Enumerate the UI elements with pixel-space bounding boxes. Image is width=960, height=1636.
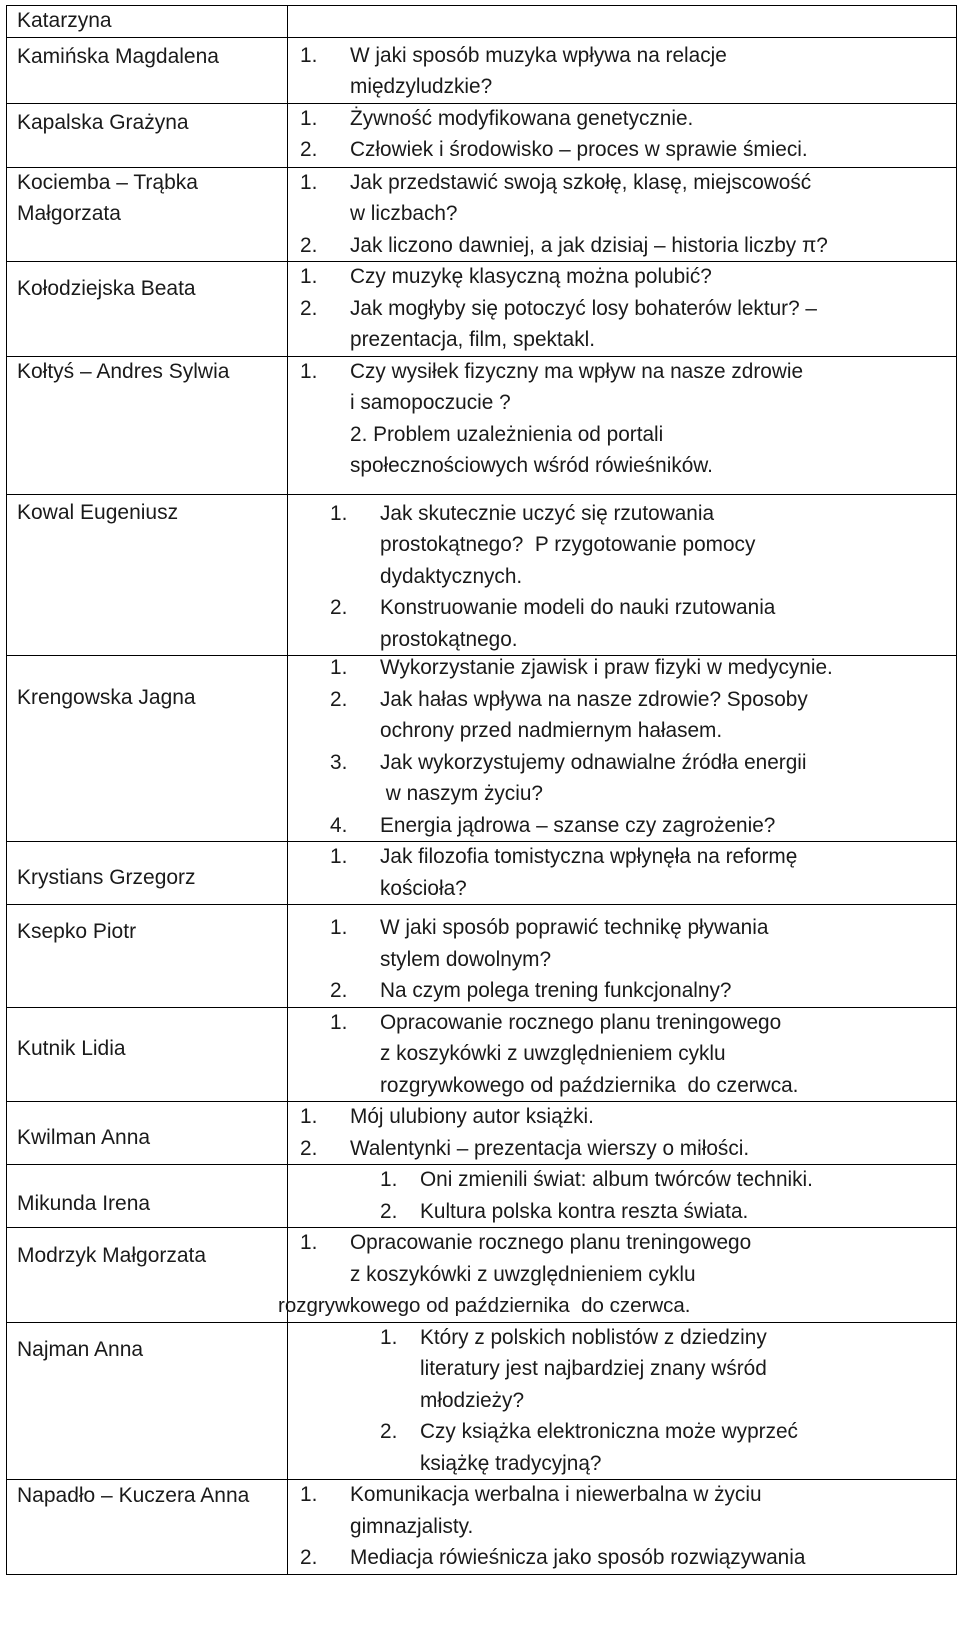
topics-cell <box>288 1007 957 1102</box>
topic-number: 2. <box>300 296 318 320</box>
teacher-name: Kamińska Magdalena <box>17 44 219 68</box>
topic-line <box>288 419 956 451</box>
teacher-name: Ksepko Piotr <box>17 920 137 943</box>
topic-text: Czy muzykę klasyczną można polubić? <box>350 265 712 288</box>
topic-number: 3. <box>330 750 348 774</box>
topics-cell <box>288 262 957 357</box>
teacher-name: Kwilman Anna <box>17 1126 151 1149</box>
teacher-name-cell <box>7 494 288 656</box>
topic-text: Mój ulubiony autor książki. <box>350 1105 594 1128</box>
topic-text: społecznościowych wśród rówieśników. <box>350 454 713 477</box>
table-row <box>7 103 957 167</box>
topic-line <box>288 356 956 388</box>
topic-number: 1. <box>300 43 318 67</box>
teacher-name: Najman Anna <box>17 1337 144 1361</box>
topic-line <box>288 652 956 684</box>
topic-text: W jaki sposób poprawić technikę pływania <box>380 916 769 939</box>
topic-line <box>288 1511 956 1543</box>
table-row <box>7 905 957 1008</box>
topic-text: z koszykówki z uwzględnieniem cyklu <box>350 1262 696 1286</box>
topic-line <box>288 944 956 976</box>
topic-number: 1. <box>330 656 348 679</box>
topic-line <box>288 1416 956 1448</box>
topic-text: Jak przedstawić swoją szkołę, klasę, miejscowość <box>350 170 812 194</box>
topic-number: 2. <box>330 979 348 1002</box>
topic-text: gimnazjalisty. <box>350 1514 474 1538</box>
topic-number: 1. <box>300 265 318 288</box>
topic-text: Na czym polega trening funkcjonalny? <box>380 979 732 1002</box>
teacher-name-cell <box>7 842 288 905</box>
topic-text: dydaktycznych. <box>380 564 523 588</box>
teacher-name-cell <box>7 262 288 357</box>
topic-text: stylem dowolnym? <box>380 947 552 971</box>
topic-line <box>288 1007 956 1039</box>
topic-line <box>288 1070 956 1102</box>
topic-line <box>278 1290 956 1322</box>
teacher-name-cell <box>7 905 288 1008</box>
topic-text: Oni zmienili świat: album twórców techniki. <box>420 1168 813 1191</box>
table-row <box>7 656 957 842</box>
topic-number: 1. <box>380 1325 398 1349</box>
teacher-name-cell <box>7 356 288 494</box>
topics-cell <box>288 1102 957 1165</box>
topic-line <box>288 450 956 482</box>
topics-cell <box>288 103 957 167</box>
topic-line <box>288 40 956 72</box>
topic-line <box>288 778 956 810</box>
teacher-name-cell <box>7 1165 288 1228</box>
teacher-name: Kutnik Lidia <box>17 1036 126 1060</box>
topics-cell <box>288 37 957 103</box>
teacher-name-cell <box>7 1322 288 1480</box>
table-body <box>7 6 957 1575</box>
teacher-name: Krystians Grzegorz <box>17 866 196 889</box>
topic-line <box>288 1133 956 1165</box>
topics-cell <box>288 6 957 38</box>
topic-number: 2. <box>330 596 348 619</box>
teacher-name-cell <box>7 103 288 167</box>
topic-text: Człowiek i środowisko – proces w sprawie śmieci. <box>350 138 808 161</box>
topic-text: w liczbach? <box>350 202 458 225</box>
teacher-name-cell <box>7 1007 288 1102</box>
topic-text: kościoła? <box>380 876 467 900</box>
topics-cell <box>288 656 957 842</box>
topic-text: młodzieży? <box>420 1388 525 1412</box>
topic-text: Kultura polska kontra reszta świata. <box>420 1199 749 1223</box>
teacher-name: Kowal Eugeniusz <box>17 500 179 524</box>
teacher-name: Małgorzata <box>17 202 121 225</box>
topic-number: 2. <box>380 1420 398 1443</box>
topic-line <box>288 198 956 230</box>
topic-number: 2. <box>300 138 318 161</box>
topic-text: Energia jądrowa – szanse czy zagrożenie? <box>380 813 776 837</box>
topic-number: 2. <box>330 687 348 711</box>
topic-text: prezentacja, film, spektakl. <box>350 328 596 351</box>
topics-cell <box>288 905 957 1008</box>
teachers-topics-table <box>6 5 957 1575</box>
document-page <box>6 5 956 1631</box>
table-row <box>7 1102 957 1165</box>
table-row <box>7 1007 957 1102</box>
topic-text: międzyludzkie? <box>350 75 493 98</box>
topic-number: 1. <box>300 106 318 130</box>
topic-number: 2. <box>300 1546 318 1569</box>
topic-text: rozgrywkowego od października do czerwca. <box>380 1073 799 1097</box>
topic-text: Który z polskich noblistów z dziedziny <box>420 1325 767 1349</box>
topic-text: Jak skutecznie uczyć się rzutowania <box>380 501 715 525</box>
topic-number: 1. <box>300 1105 318 1128</box>
topic-text: prostokątnego? P rzygotowanie pomocy <box>380 533 756 556</box>
topic-line <box>288 1353 956 1385</box>
teacher-name-cell <box>7 6 288 38</box>
topic-text: 2. Problem uzależnienia od portali <box>350 422 664 446</box>
topic-text: książkę tradycyjną? <box>420 1451 602 1475</box>
topic-number: 1. <box>330 1010 348 1034</box>
topic-text: Walentynki – prezentacja wierszy o miłości. <box>350 1136 750 1160</box>
table-row <box>7 494 957 656</box>
topic-line <box>288 498 956 530</box>
teacher-name-cell <box>7 1228 288 1323</box>
topic-line <box>288 715 956 747</box>
topic-text: i samopoczucie ? <box>350 391 511 414</box>
teacher-name: Kołodziejska Beata <box>17 277 196 300</box>
topic-line <box>288 324 956 356</box>
topic-line <box>288 1196 956 1228</box>
topic-text: Opracowanie rocznego planu treningowego <box>350 1231 752 1254</box>
topic-text: Jak mogłyby się potoczyć losy bohaterów lektur? – <box>350 296 817 320</box>
topic-text: Komunikacja werbalna i niewerbalna w życiu <box>350 1483 762 1506</box>
teacher-name: Modrzyk Małgorzata <box>17 1244 207 1267</box>
topic-number: 1. <box>330 916 348 939</box>
table-row <box>7 1480 957 1575</box>
topic-number: 2. <box>380 1199 398 1223</box>
topic-text: ochrony przed nadmiernym hałasem. <box>380 719 723 742</box>
topic-text: Jak wykorzystujemy odnawialne źródła energii <box>380 750 807 774</box>
topic-text: Czy wysiłek fizyczny ma wpływ na nasze zdrowie <box>350 359 804 383</box>
teacher-name: Kołtyś – Andres Sylwia <box>17 359 230 383</box>
topic-line <box>288 1322 956 1354</box>
teacher-name-cell <box>7 1102 288 1165</box>
topic-line <box>288 261 956 293</box>
topic-line <box>288 1385 956 1417</box>
topic-line <box>288 167 956 199</box>
topic-line <box>288 561 956 593</box>
topic-line <box>288 810 956 842</box>
topic-line <box>288 624 956 656</box>
topic-line <box>288 1101 956 1133</box>
topic-line <box>288 134 956 166</box>
teacher-name-cell <box>7 37 288 103</box>
topic-text: literatury jest najbardziej znany wśród <box>420 1357 767 1380</box>
topics-cell <box>278 1228 957 1323</box>
topic-line <box>288 592 956 624</box>
topic-number: 1. <box>330 845 348 868</box>
topic-line <box>288 1479 956 1511</box>
topics-cell <box>288 167 957 262</box>
topic-text: Opracowanie rocznego planu treningowego <box>380 1010 782 1034</box>
topic-line <box>288 71 956 103</box>
topic-text: W jaki sposób muzyka wpływa na relacje <box>350 43 727 67</box>
topics-cell <box>288 1165 957 1228</box>
topics-cell <box>288 842 957 905</box>
topics-cell <box>288 1480 957 1575</box>
topic-line <box>288 684 956 716</box>
topic-number: 4. <box>330 813 348 837</box>
topic-line <box>288 912 956 944</box>
topic-text: rozgrywkowego od października do czerwca. <box>278 1294 691 1317</box>
topic-text: Jak liczono dawniej, a jak dzisiaj – historia liczby π? <box>350 233 828 257</box>
topic-line <box>288 103 956 135</box>
teacher-name: Krengowska Jagna <box>17 686 196 709</box>
topic-line <box>288 387 956 419</box>
topic-line <box>288 1164 956 1196</box>
topic-line <box>288 1542 956 1574</box>
table-row <box>7 1228 957 1323</box>
teacher-name: Katarzyna <box>17 9 112 32</box>
table-row <box>7 1322 957 1480</box>
topic-line <box>288 873 956 905</box>
topic-line <box>288 1227 956 1259</box>
topic-number: 2. <box>300 1136 318 1160</box>
teacher-name: Kociemba – Trąbka <box>17 170 198 194</box>
topic-text: Jak hałas wpływa na nasze zdrowie? Sposoby <box>380 687 808 711</box>
teacher-name-cell <box>7 656 288 842</box>
topics-cell <box>288 1322 957 1480</box>
teacher-name: Kapalska Grażyna <box>17 110 189 134</box>
teacher-name: Mikunda Irena <box>17 1192 151 1215</box>
topic-line <box>288 975 956 1007</box>
topic-text: prostokątnego. <box>380 627 518 651</box>
topic-number: 1. <box>330 501 348 525</box>
topic-number: 1. <box>300 359 318 383</box>
table-row <box>7 842 957 905</box>
topic-number: 1. <box>300 170 318 194</box>
topic-number: 1. <box>300 1483 318 1506</box>
table-row <box>7 356 957 494</box>
topic-text: Konstruowanie modeli do nauki rzutowania <box>380 596 776 619</box>
table-row <box>7 167 957 262</box>
topics-cell <box>288 494 957 656</box>
topic-line <box>288 1038 956 1070</box>
topic-line <box>288 529 956 561</box>
table-row <box>7 262 957 357</box>
topics-cell <box>288 356 957 494</box>
topic-line <box>288 230 956 262</box>
topic-text: Jak filozofia tomistyczna wpłynęła na reformę <box>380 845 798 868</box>
topic-line <box>288 1448 956 1480</box>
topic-text: Mediacja rówieśnicza jako sposób rozwiązywania <box>350 1546 806 1569</box>
table-row <box>7 1165 957 1228</box>
teacher-name-cell <box>7 167 288 262</box>
topic-text: z koszykówki z uwzględnieniem cyklu <box>380 1042 726 1065</box>
topic-text: Wykorzystanie zjawisk i praw fizyki w medycynie. <box>380 656 833 679</box>
table-row <box>7 37 957 103</box>
teacher-name-cell <box>7 1480 288 1575</box>
topic-number: 1. <box>300 1231 318 1254</box>
topic-line <box>288 1259 956 1291</box>
topic-number: 1. <box>380 1168 398 1191</box>
topic-text: w naszym życiu? <box>380 782 543 805</box>
topic-text: Żywność modyfikowana genetycznie. <box>350 106 694 130</box>
table-row <box>7 6 957 38</box>
topic-line <box>288 841 956 873</box>
topic-line <box>288 293 956 325</box>
topic-number: 2. <box>300 233 318 257</box>
topic-line <box>288 747 956 779</box>
teacher-name: Napadło – Kuczera Anna <box>17 1484 250 1507</box>
topic-text: Czy książka elektroniczna może wyprzeć <box>420 1420 798 1443</box>
